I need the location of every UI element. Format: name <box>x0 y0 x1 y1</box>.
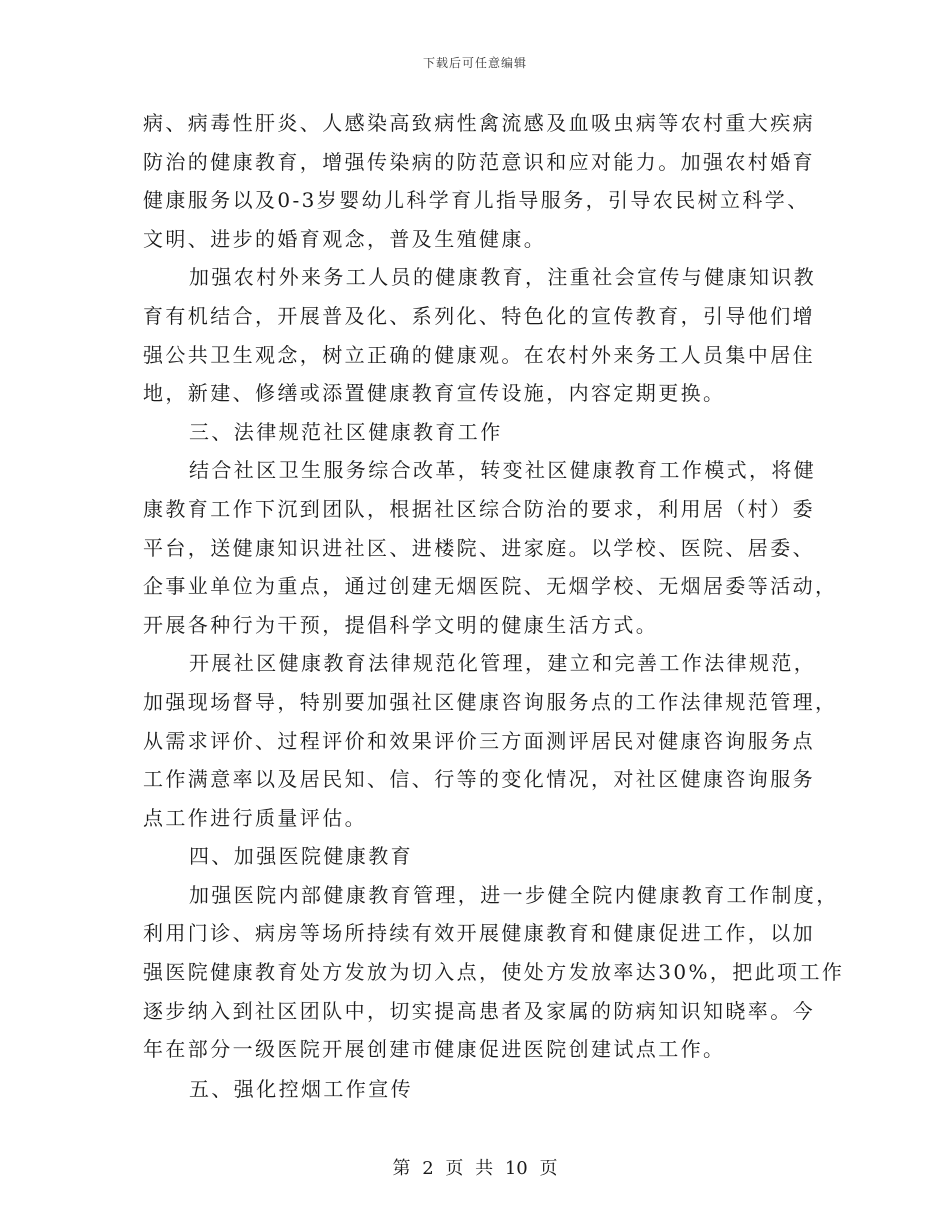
body-line: 点工作进行质量评估。 <box>143 805 367 830</box>
section-heading: 三、法律规范社区健康教育工作 <box>189 419 503 444</box>
body-line: 康教育工作下沉到团队，根据社区综合防治的要求，利用居（村）委 <box>143 496 815 521</box>
body-line: 强医院健康教育处方发放为切入点，使处方发放率达30%，把此项工作 <box>143 960 845 985</box>
body-line: 加强现场督导，特别要加强社区健康咨询服务点的工作法律规范管理， <box>143 689 838 714</box>
section-heading: 四、加强医院健康教育 <box>189 844 413 869</box>
body-line: 防治的健康教育，增强传染病的防范意识和应对能力。加强农村婚育 <box>143 149 815 174</box>
page-number-footer: 第 2 页 共 10 页 <box>392 1158 558 1179</box>
body-line: 工作满意率以及居民知、信、行等的变化情况，对社区健康咨询服务 <box>143 767 815 792</box>
paragraph-first-line: 开展社区健康教育法律规范化管理，建立和完善工作法律规范， <box>189 651 817 676</box>
body-line: 从需求评价、过程评价和效果评价三方面测评居民对健康咨询服务点 <box>143 728 815 753</box>
body-line: 企事业单位为重点，通过创建无烟医院、无烟学校、无烟居委等活动， <box>143 574 838 599</box>
body-line: 逐步纳入到社区团队中，切实提高患者及家属的防病知识知晓率。今 <box>143 998 815 1023</box>
body-line: 文明、进步的婚育观念，普及生殖健康。 <box>143 226 547 251</box>
body-line: 健康服务以及0-3岁婴幼儿科学育儿指导服务，引导农民树立科学、 <box>143 188 810 213</box>
section-heading: 五、强化控烟工作宣传 <box>189 1076 413 1101</box>
body-line: 地，新建、修缮或添置健康教育宣传设施，内容定期更换。 <box>143 381 726 406</box>
body-line: 年在部分一级医院开展创建市健康促进医院创建试点工作。 <box>143 1037 726 1062</box>
body-line: 强公共卫生观念，树立正确的健康观。在农村外来务工人员集中居住 <box>143 342 815 367</box>
body-line: 育有机结合，开展普及化、系列化、特色化的宣传教育，引导他们增 <box>143 303 815 328</box>
paragraph-first-line: 加强医院内部健康教育管理，进一步健全院内健康教育工作制度， <box>189 882 839 907</box>
page-header: 下载后可任意编辑 <box>422 56 527 70</box>
body-line: 开展各种行为干预，提倡科学文明的健康生活方式。 <box>143 612 659 637</box>
body-line: 利用门诊、病房等场所持续有效开展健康教育和健康促进工作，以加 <box>143 921 815 946</box>
body-line: 平台，送健康知识进社区、进楼院、进家庭。以学校、医院、居委、 <box>143 535 815 560</box>
paragraph-first-line: 加强农村外来务工人员的健康教育，注重社会宣传与健康知识教 <box>189 265 817 290</box>
document-body <box>143 104 845 1108</box>
paragraph-first-line: 结合社区卫生服务综合改革，转变社区健康教育工作模式，将健 <box>189 458 817 483</box>
body-line: 病、病毒性肝炎、人感染高致病性禽流感及血吸虫病等农村重大疾病 <box>143 111 815 135</box>
